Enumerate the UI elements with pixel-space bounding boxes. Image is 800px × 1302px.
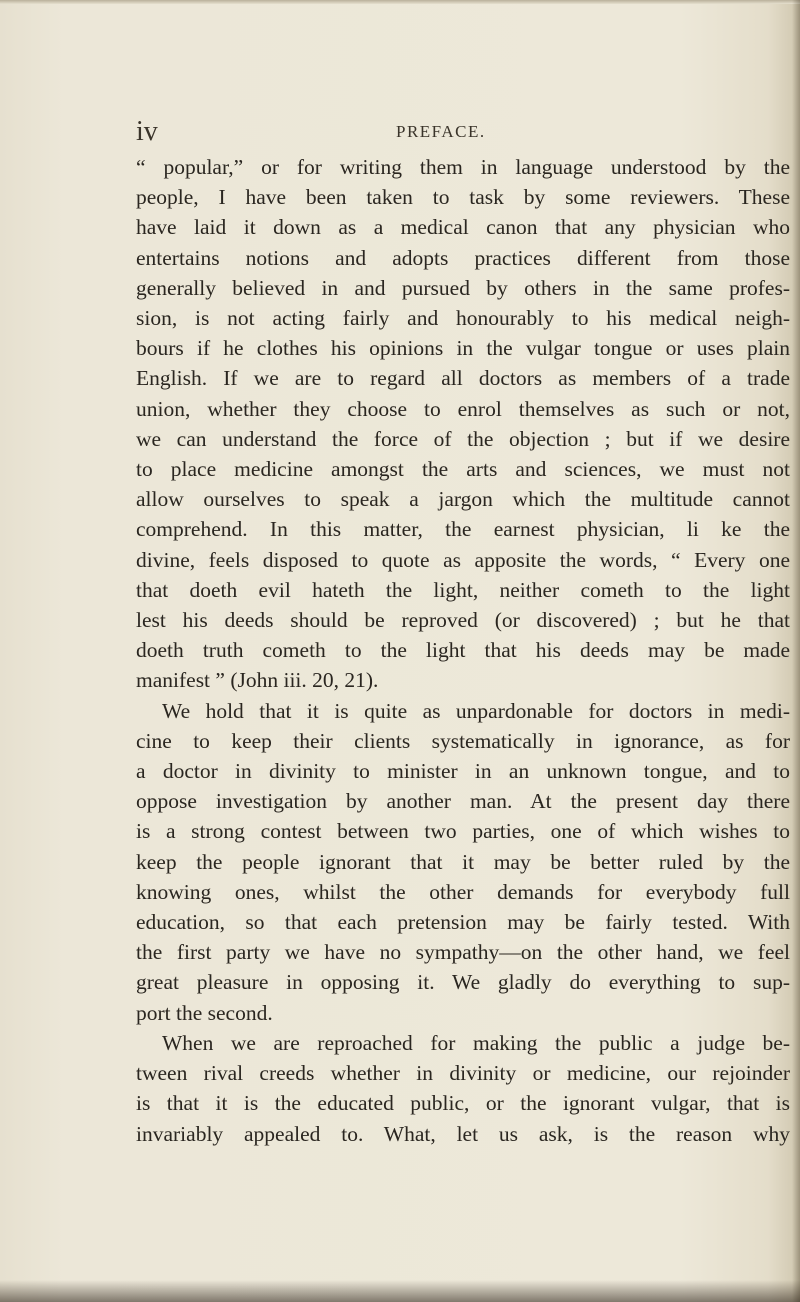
text-line: invariably appealed to. What, let us ask, is the reason why: [136, 1121, 790, 1146]
page-top-edge: [0, 0, 800, 4]
text-line: entertains notions and adopts practices different from those: [136, 245, 790, 270]
text-line: we can understand the force of the objection ; but if we desire: [136, 426, 790, 451]
text-line: allow ourselves to speak a jargon which the multitude cannot: [136, 487, 790, 512]
text-line: manifest ” (John iii. 20, 21).: [136, 668, 379, 693]
page-header: [0, 116, 800, 148]
text-line: have laid it down as a medical canon that any physician who: [136, 215, 790, 240]
paragraph-1: [136, 152, 790, 696]
body-text: [136, 152, 790, 1149]
text-line: bours if he clothes his opinions in the vulgar tongue or uses plain: [136, 336, 790, 361]
text-line: cine to keep their clients systematically in ignorance, as for: [136, 728, 790, 753]
page-number: iv: [136, 116, 158, 147]
text-line: knowing ones, whilst the other demands for everybody full: [136, 879, 790, 904]
text-line: tween rival creeds whether in divinity or medicine, our rejoinder: [136, 1061, 790, 1086]
text-line: We hold that it is quite as unpardonable for doctors in medi-: [162, 698, 790, 723]
text-line: oppose investigation by another man. At the present day there: [136, 789, 790, 814]
text-line: sion, is not acting fairly and honourably to his medical neigh-: [136, 306, 790, 331]
text-line: is that it is the educated public, or the ignorant vulgar, that is: [136, 1091, 790, 1116]
text-line: generally believed in and pursued by others in the same profes-: [136, 275, 790, 300]
text-line: When we are reproached for making the public a judge be-: [162, 1030, 790, 1055]
paragraph-3: [136, 1028, 790, 1149]
paragraph-2: [136, 696, 790, 1028]
running-head: PREFACE.: [396, 122, 486, 141]
text-line: lest his deeds should be reproved (or discovered) ; but he that: [136, 608, 790, 633]
text-line: to place medicine amongst the arts and sciences, we must not: [136, 457, 790, 482]
text-line: divine, feels disposed to quote as apposite the words, “ Every one: [136, 547, 790, 572]
text-line: “ popular,” or for writing them in language understood by the: [136, 155, 790, 179]
page-right-edge: [792, 0, 800, 1302]
text-line: the first party we have no sympathy—on the other hand, we feel: [136, 940, 790, 965]
text-line: keep the people ignorant that it may be better ruled by the: [136, 849, 790, 874]
text-line: port the second.: [136, 1000, 273, 1025]
text-line: that doeth evil hateth the light, neither cometh to the light: [136, 577, 790, 602]
text-line: people, I have been taken to task by some reviewers. These: [136, 185, 790, 210]
text-line: English. If we are to regard all doctors as members of a trade: [136, 366, 790, 391]
page-bottom-shadow: [0, 1280, 800, 1302]
text-line: is a strong contest between two parties, one of which wishes to: [136, 819, 790, 844]
text-line: comprehend. In this matter, the earnest physician, li ke the: [136, 517, 790, 542]
text-line: doeth truth cometh to the light that his deeds may be made: [136, 638, 790, 663]
text-line: education, so that each pretension may be fairly tested. With: [136, 910, 790, 935]
text-line: a doctor in divinity to minister in an unknown tongue, and to: [136, 759, 790, 784]
text-line: union, whether they choose to enrol themselves as such or not,: [136, 396, 790, 421]
text-line: great pleasure in opposing it. We gladly do everything to sup-: [136, 970, 790, 995]
